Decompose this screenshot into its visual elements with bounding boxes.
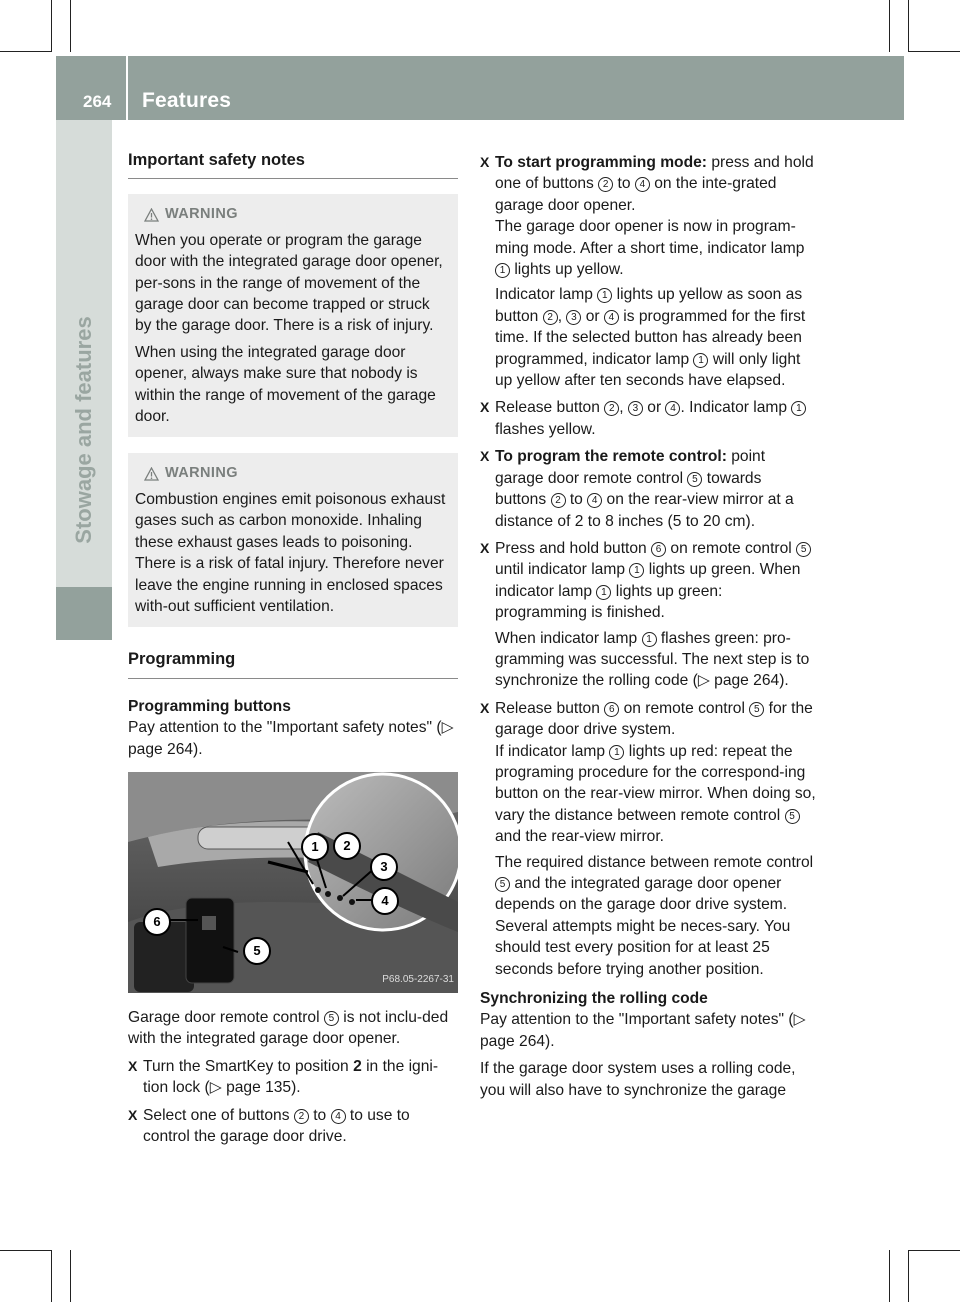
crop-mark: [51, 1250, 52, 1302]
list-item: X Release button 2 , 3 or 4 . Indicator lamp 1 flashes yellow.: [480, 397, 816, 440]
callout-5: 5: [243, 937, 271, 965]
header-divider: [126, 56, 128, 120]
crop-mark: [70, 1250, 71, 1302]
list-item: X Release button 6 on remote control 5 for the garage door drive system. If indicator lamp 1 lights up red: repeat the programing procedure for the correspond-ing button on the rear-view mirror. When doing so, vary the distance between remote control 5 and the rear-view mirror. The required distance between remote control 5 and the integrated garage door opener depends on the garage door drive system. Several attempts might be neces-sary. You should test every position for at least 25 seconds before trying another position.: [480, 699, 816, 978]
warning-title: [135, 204, 450, 225]
section-title: Features: [142, 89, 232, 112]
side-tab-marker: [56, 587, 112, 640]
page-header: [56, 56, 904, 120]
warning-title: [135, 463, 450, 484]
callout-1: 1: [301, 833, 329, 861]
paragraph: Pay attention to the "Important safety notes" (▷ page 264).: [128, 719, 454, 758]
warning-icon: [144, 467, 159, 481]
crop-mark: [908, 51, 960, 52]
page-ref-icon: ▷: [209, 1079, 227, 1097]
crop-mark: [908, 1250, 960, 1251]
warning-box: [128, 194, 458, 437]
programming-buttons-heading: Programming buttons: [128, 697, 291, 715]
list-item: X To start programming mode: press and hold one of buttons 2 to 4 on the inte-grated garage door opener. The garage door opener is now in program-ming mode. After a short time, indicator lamp 1 lights up yellow. Indicator lamp 1 lights up yellow as soon as button 2 , 3 or 4 is programmed for the first time. If the selected button has already been programmed, indicator lamp 1 will only light up yellow after ten seconds have elapsed.: [480, 154, 814, 390]
crop-mark: [889, 0, 890, 52]
warning-text: When using the integrated garage door opener, always make sure that nobody is within the range of movement of the garage door.: [135, 343, 436, 426]
warning-text: Combustion engines emit poisonous exhaust gases such as carbon monoxide. Inhaling these exhaust gases leads to poisoning. There is a risk of fatal injury. Therefore never leave the engine running in enclosed spaces with-out sufficient ventilation.: [135, 490, 446, 615]
warning-box: [128, 453, 458, 627]
crop-mark: [0, 1250, 52, 1251]
list-item: X Press and hold button 6 on remote control 5 until indicator lamp 1 lights up green. When indicator lamp 1 lights up green: programming is finished. When indicator lamp 1 flashes green: pro-gramming was successful. The next step is to synchronize the rolling code (▷ page 264).: [480, 539, 810, 690]
crop-mark: [908, 1250, 909, 1302]
paragraph: If the garage door system uses a rolling code, you will also have to synchronize the garage: [480, 1060, 796, 1099]
callout-6: 6: [143, 908, 171, 936]
right-column: [480, 152, 816, 1107]
crop-mark: [0, 51, 52, 52]
warning-icon: [144, 208, 159, 222]
paragraph: Garage door remote control 5 is not inclu-ded with the integrated garage door opener.: [128, 1008, 449, 1048]
important-safety-heading: Important safety notes: [128, 150, 458, 179]
paragraph: Pay attention to the "Important safety notes" (▷ page 264).: [480, 1011, 806, 1050]
crop-mark: [908, 0, 909, 52]
page-ref-icon: ▷: [697, 672, 715, 690]
warning-label: WARNING: [165, 206, 238, 223]
side-tab-label: Stowage and features: [71, 316, 96, 544]
callout-2: 2: [333, 832, 361, 860]
sync-heading: Synchronizing the rolling code: [480, 990, 708, 1008]
programming-heading: Programming: [128, 649, 458, 678]
crop-mark: [51, 0, 52, 52]
list-item: X Turn the SmartKey to position 2 in the igni-tion lock (▷ page 135).: [128, 1057, 439, 1097]
crop-mark: [889, 1250, 890, 1302]
callout-3: 3: [370, 853, 398, 881]
list-item: X Select one of buttons 2 to 4 to use to control the garage door drive.: [128, 1106, 410, 1145]
left-column: [128, 150, 458, 1153]
page-ref-icon: ▷: [793, 1011, 806, 1029]
list-item: X To program the remote control: point garage door remote control 5 towards buttons 2 to 4 on the rear-view mirror at a distance of 2 to 8 inches (5 to 20 cm).: [480, 448, 794, 530]
garage-opener-photo: [128, 772, 458, 993]
page-number: 264: [83, 92, 112, 111]
page-ref-icon: ▷: [441, 719, 454, 737]
crop-mark: [70, 0, 71, 52]
photo-code: P68.05-2267-31: [382, 973, 454, 985]
warning-label: WARNING: [165, 465, 238, 482]
warning-text: When you operate or program the garage door with the integrated garage door opener, per-sons in the range of movement of the garage door can become trapped or struck by the garage door. There is a risk of injury.: [135, 231, 443, 335]
callout-4: 4: [371, 887, 399, 915]
